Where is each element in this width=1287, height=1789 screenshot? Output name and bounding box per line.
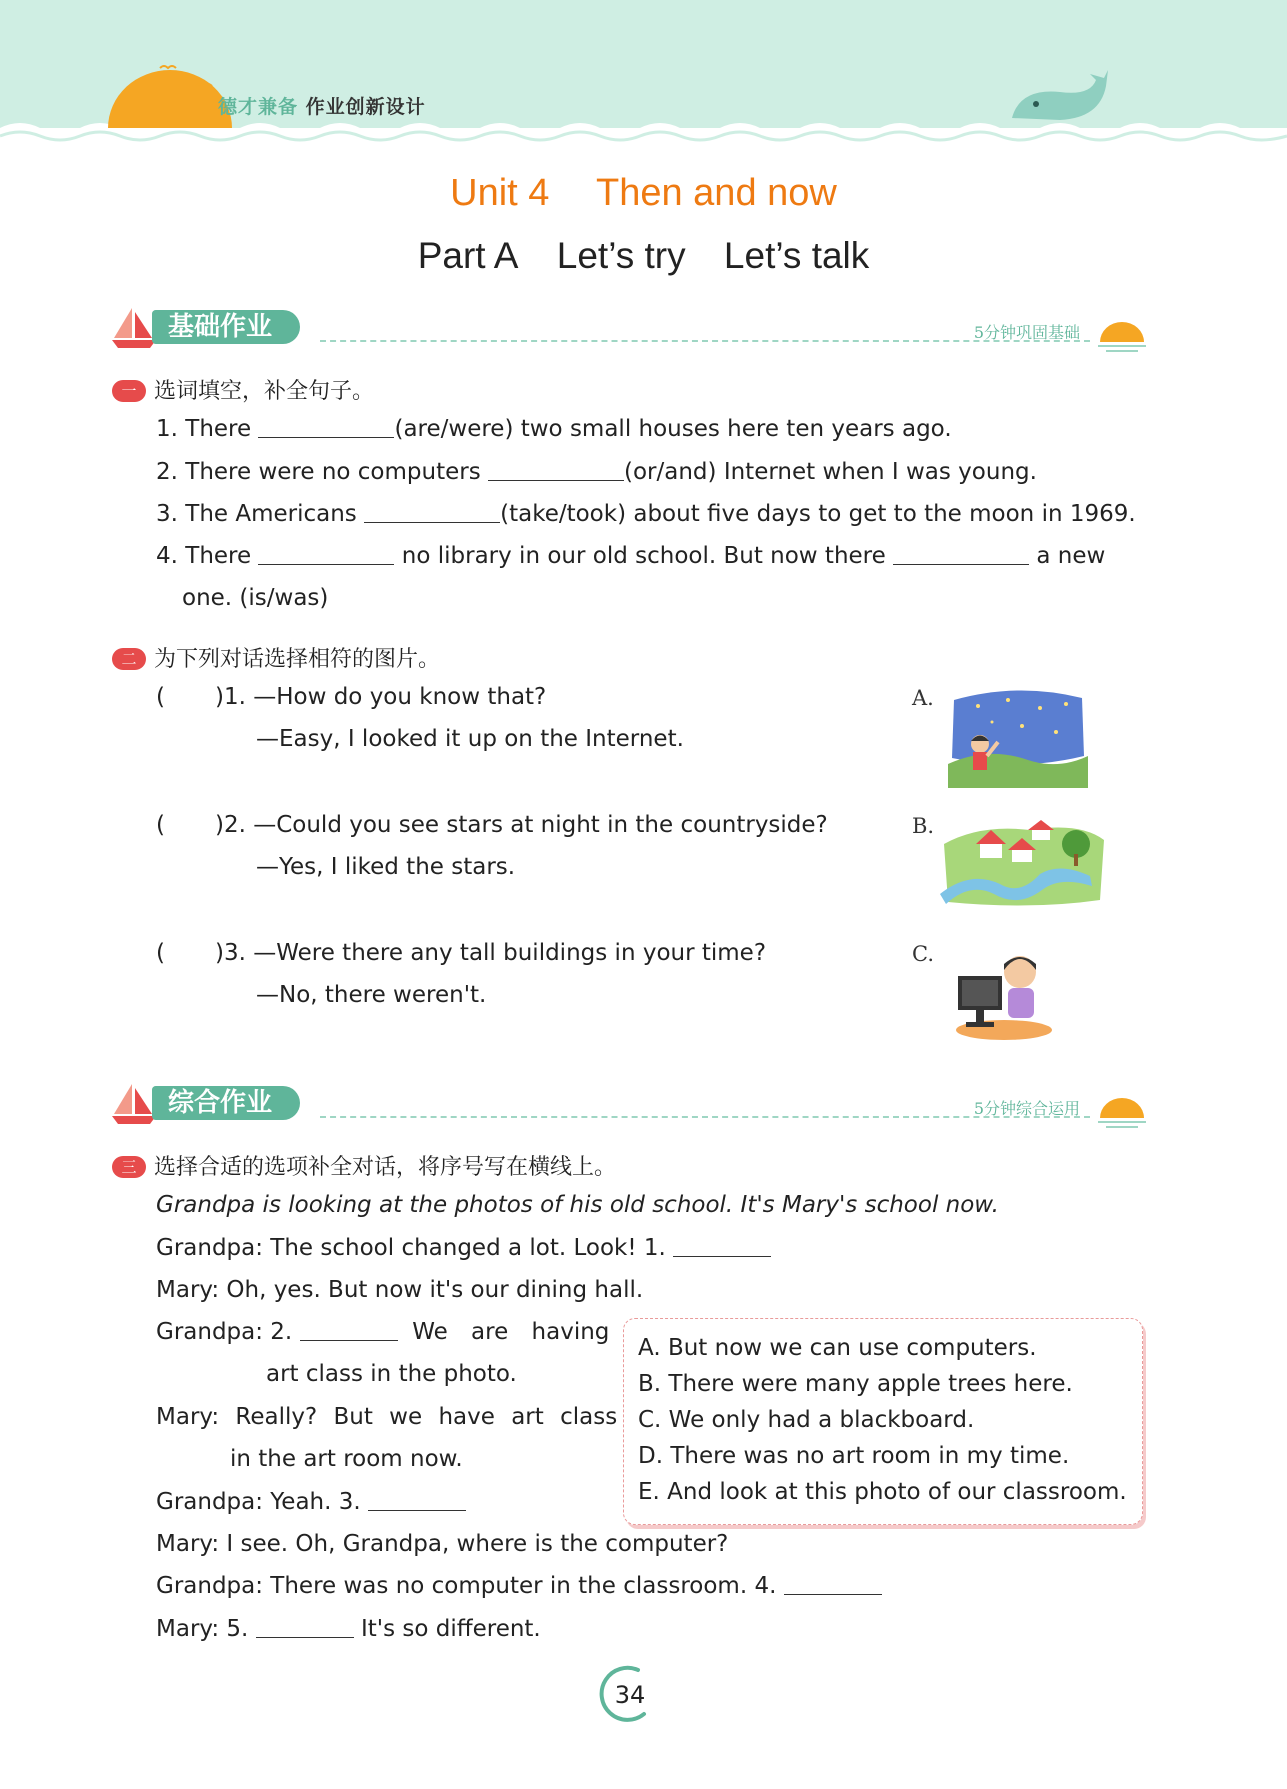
answer-blank[interactable] — [258, 544, 394, 565]
boy-computer-picture — [952, 946, 1056, 1042]
answer-blank[interactable] — [488, 460, 624, 481]
answer-blank[interactable] — [893, 544, 1029, 565]
header-banner — [0, 0, 1287, 150]
q2-item-1-reply: —Easy, I looked it up on the Internet. — [256, 726, 684, 752]
section-basic-note: 5分钟巩固基础 — [973, 323, 1080, 342]
q2-item-3-reply: —No, there weren't. — [256, 982, 487, 1008]
question-1-badge: 一 — [112, 380, 146, 402]
dialogue-line-2: Mary: Oh, yes. But now it's our dining hall. — [156, 1277, 644, 1303]
q1-item-2: 2. There were no computers (or/and) Internet when I was young. — [156, 459, 1037, 485]
section-comprehensive-label: 综合作业 — [152, 1086, 300, 1120]
answer-blank[interactable] — [364, 502, 500, 523]
unit-title — [0, 172, 1287, 215]
q2-item-2-reply: —Yes, I liked the stars. — [256, 854, 516, 880]
dialogue-intro: Grandpa is looking at the photos of his old school. It's Mary's school now. — [156, 1192, 999, 1218]
lesson-talk: Let’s talk — [723, 235, 870, 276]
answer-bracket[interactable] — [165, 686, 215, 706]
question-1-heading: 一 选词填空，补全句子。 — [112, 374, 374, 405]
picture-c-label: C. — [912, 942, 934, 966]
answer-blank[interactable] — [258, 417, 394, 438]
part-label: Part A — [417, 235, 519, 276]
q2-item-3: ( )3. —Were there any tall buildings in your time? — [156, 940, 767, 966]
dialogue-line-3-continued: art class in the photo. — [266, 1361, 517, 1387]
dialogue-line-5: Grandpa: Yeah. 3. — [156, 1489, 466, 1515]
sailboat-icon — [110, 304, 158, 352]
dialogue-line-6: Mary: I see. Oh, Grandpa, where is the computer? — [156, 1531, 729, 1557]
option-d: D. There was no art room in my time. — [638, 1443, 1070, 1469]
q1-item-3: 3. The Americans (take/took) about five days to get to the moon in 1969. — [156, 501, 1136, 527]
answer-bracket[interactable] — [165, 942, 215, 962]
q1-item-1: 1. There (are/were) two small houses here ten years ago. — [156, 416, 952, 442]
q1-item-4: 4. There no library in our old school. But now there a new — [156, 543, 1106, 569]
lesson-try: Let’s try — [556, 235, 686, 276]
dialogue-line-1: Grandpa: The school changed a lot. Look! 1. — [156, 1235, 771, 1261]
picture-a-label: A. — [912, 686, 934, 710]
q2-item-1: ( )1. —How do you know that? — [156, 684, 547, 710]
picture-b-label: B. — [912, 814, 935, 838]
section-basic-label: 基础作业 — [152, 310, 300, 344]
option-a: A. But now we can use computers. — [638, 1335, 1037, 1361]
question-2-badge: 二 — [112, 648, 146, 670]
section-comprehensive-note: 5分钟综合运用 — [973, 1099, 1080, 1118]
option-e: E. And look at this photo of our classroom. — [638, 1479, 1127, 1505]
unit-number: Unit 4 — [450, 172, 550, 214]
dialogue-line-4: Mary: Really? But we have art class — [156, 1404, 618, 1430]
brand-logo-text: 德才兼备 作业创新设计 — [218, 96, 426, 118]
option-c: C. We only had a blackboard. — [638, 1407, 975, 1433]
section-basic-header — [110, 304, 1150, 352]
page-number: 34 — [614, 1681, 646, 1709]
part-title — [0, 235, 1287, 277]
answer-bracket[interactable] — [165, 814, 215, 834]
option-b: B. There were many apple trees here. — [638, 1371, 1073, 1397]
village-picture — [940, 814, 1108, 908]
dialogue-line-7: Grandpa: There was no computer in the classroom. 4. — [156, 1573, 882, 1599]
sailboat-icon — [110, 1080, 158, 1128]
boy-stargazing-picture — [948, 686, 1088, 788]
unit-topic: Then and now — [596, 172, 837, 214]
answer-blank[interactable] — [256, 1617, 354, 1638]
answer-blank[interactable] — [368, 1490, 466, 1511]
question-3-heading: 三 选择合适的选项补全对话，将序号写在横线上。 — [112, 1150, 616, 1181]
question-3-badge: 三 — [112, 1156, 146, 1178]
dialogue-line-4-continued: in the art room now. — [230, 1446, 463, 1472]
answer-blank[interactable] — [784, 1574, 882, 1595]
q1-item-4-continued: one. (is/was) — [182, 585, 329, 611]
options-box — [623, 1318, 1143, 1525]
q2-item-2: ( )2. —Could you see stars at night in the countryside? — [156, 812, 828, 838]
dialogue-line-8: Mary: 5. It's so different. — [156, 1616, 541, 1642]
section-comprehensive-header — [110, 1080, 1150, 1128]
dialogue-line-3: Grandpa: 2. We are having — [156, 1319, 610, 1345]
answer-blank[interactable] — [673, 1236, 771, 1257]
question-2-heading: 二 为下列对话选择相符的图片。 — [112, 642, 440, 673]
sunset-icon — [1094, 1090, 1150, 1130]
answer-blank[interactable] — [300, 1320, 398, 1341]
sunset-icon — [1094, 314, 1150, 354]
